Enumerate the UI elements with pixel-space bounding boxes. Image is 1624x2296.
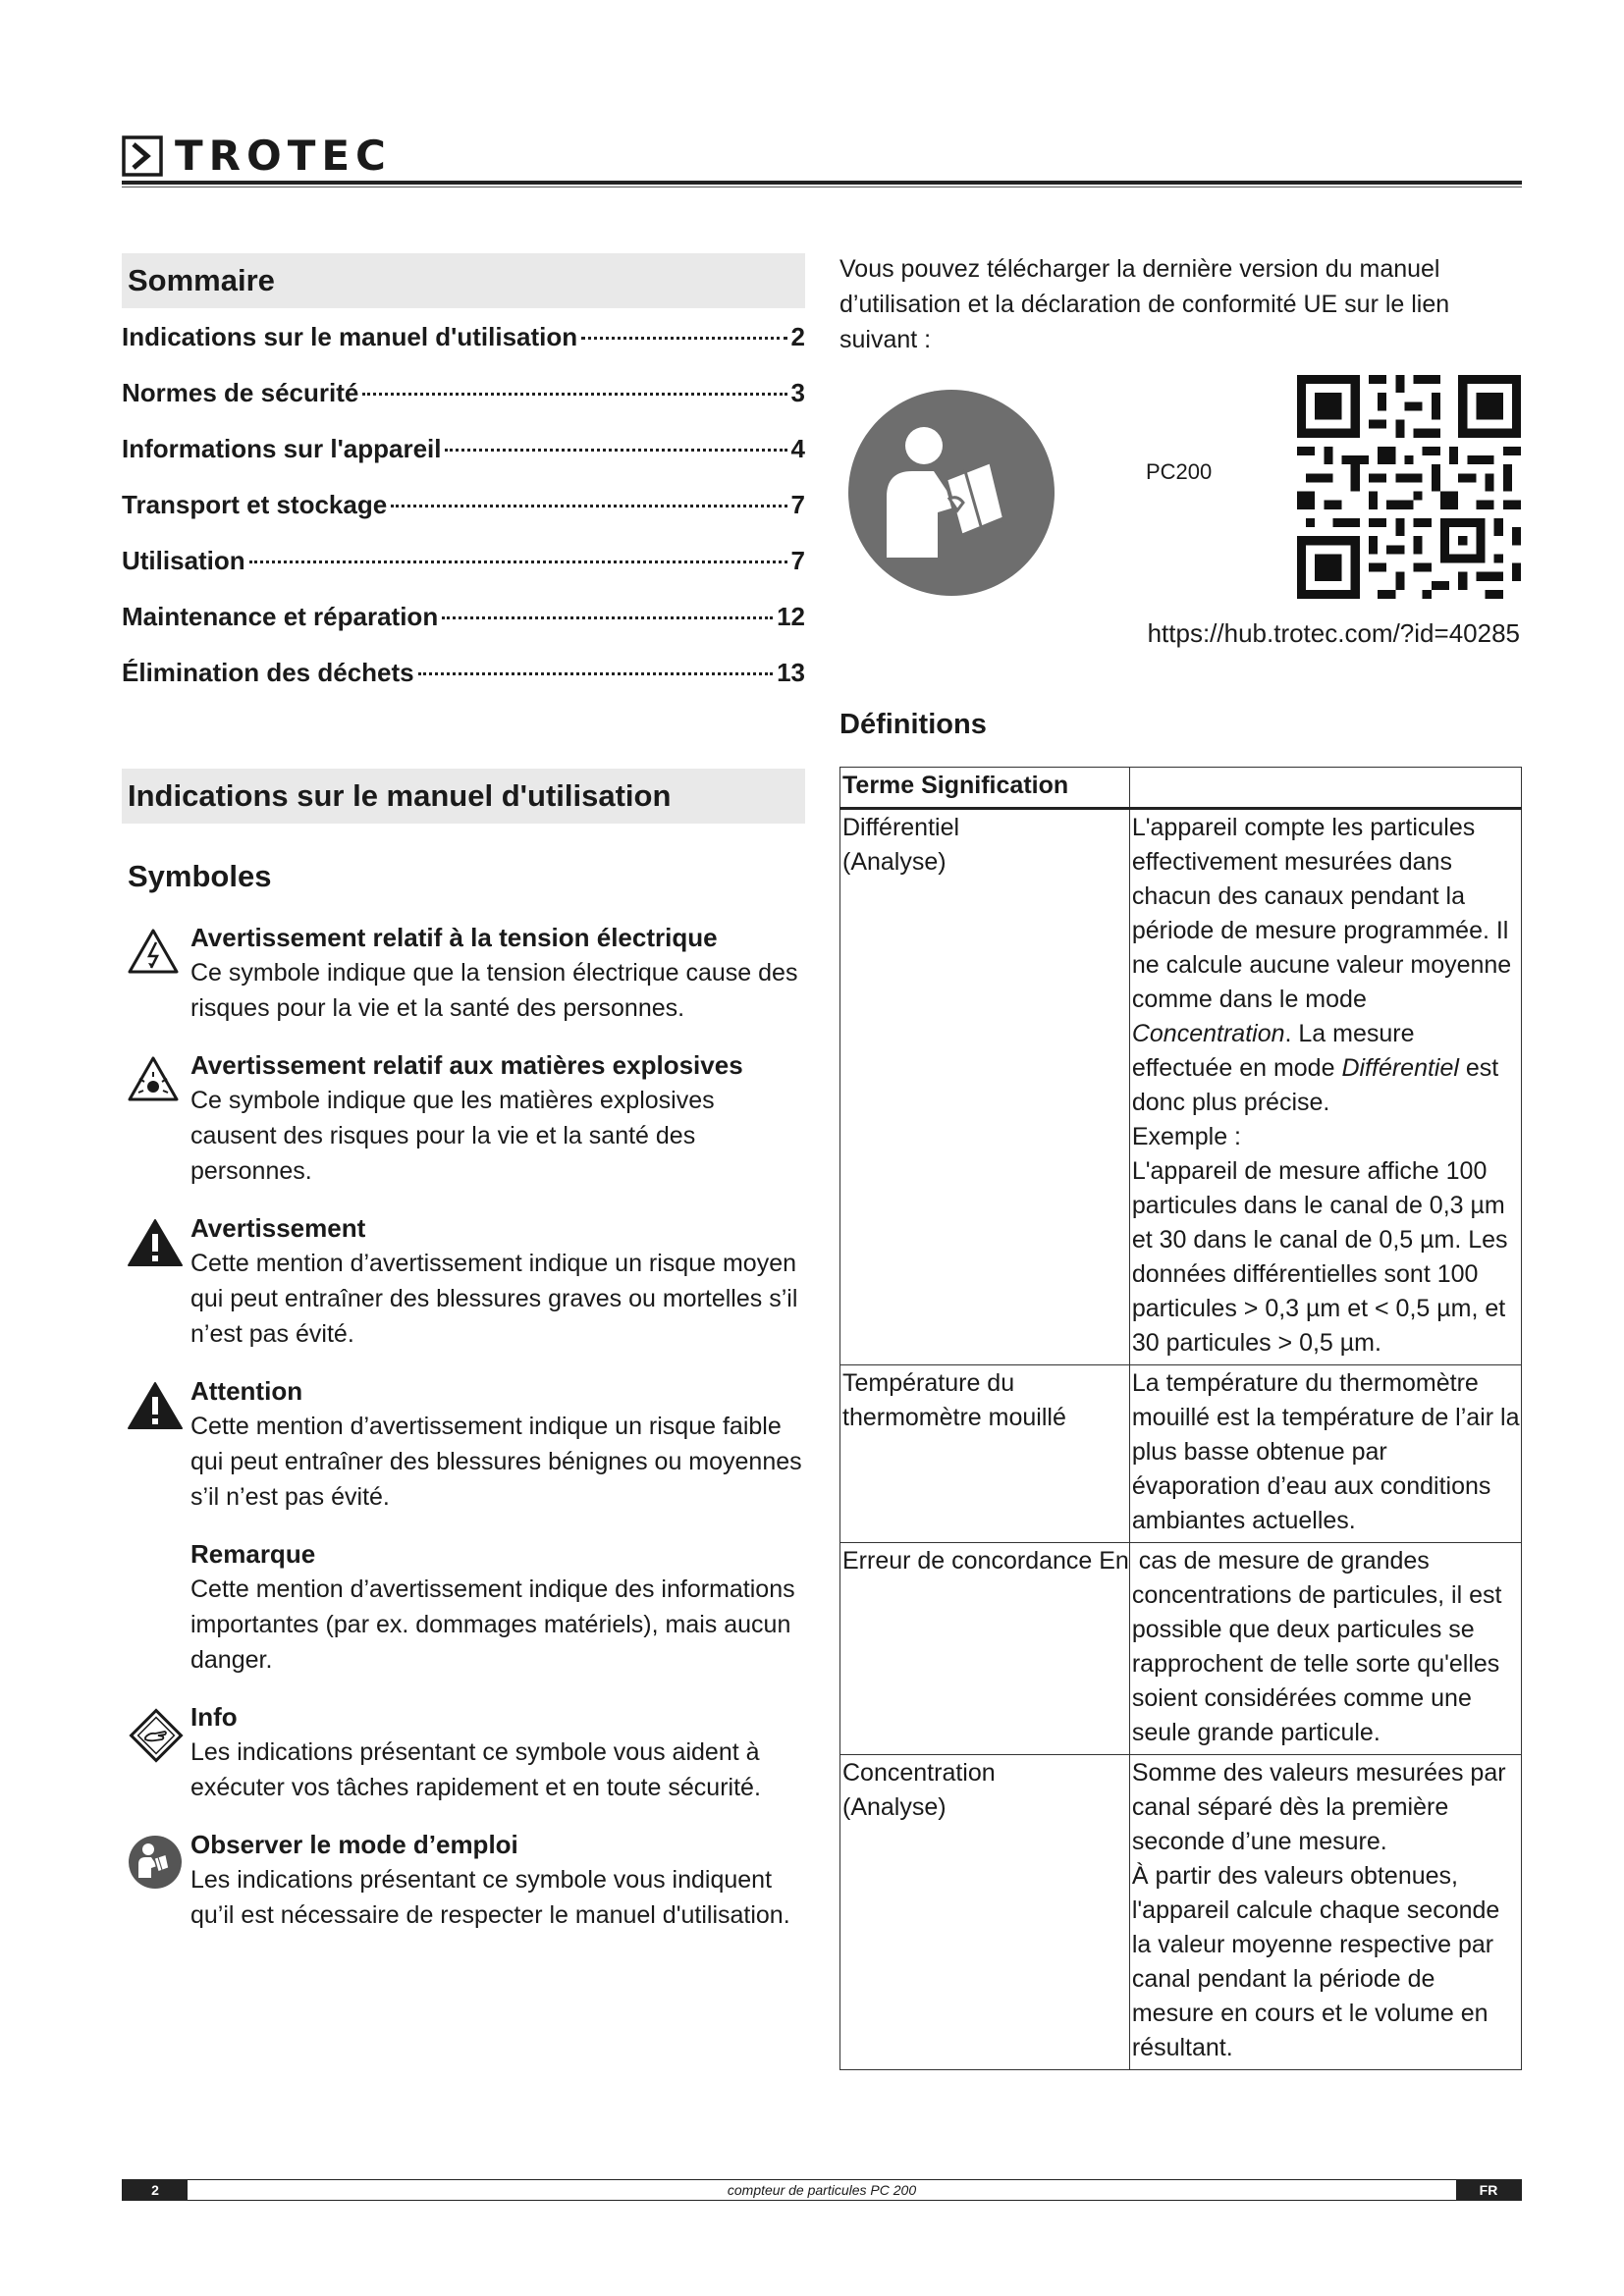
attention-icon (128, 1381, 183, 1430)
toc-entry-label: Transport et stockage (122, 490, 388, 519)
toc-entry-page: 2 (790, 322, 805, 351)
symbol-heading: Avertissement (190, 1213, 366, 1243)
qr-code-icon[interactable] (1297, 375, 1521, 599)
trotec-logo (122, 133, 392, 179)
toc-entry[interactable] (122, 546, 805, 602)
footer-product: compteur de particules PC 200 (727, 2182, 917, 2198)
page-number: 2 (123, 2180, 188, 2200)
toc-entry[interactable] (122, 378, 805, 434)
meaning-text: Somme des valeurs mesurées par canal séparé dès la première seconde d’une mesure. À partir des valeurs obtenues, l'appareil calcule chaque seconde la valeur moyenne respective par canal pendant la période de mesure en cours et le volume en résultant. (1131, 1759, 1506, 2061)
meaning-text: L'appareil compte les particules effectivement mesurées dans chacun des canaux pendant la période de mesure programmée. Il ne calcule aucune valeur moyenne comme dans le mode (1131, 814, 1512, 1013)
term-cell: Différentiel (Analyse) (840, 809, 1130, 1365)
table-row (840, 1365, 1522, 1543)
meaning-cell (1129, 1755, 1521, 2070)
explosive-warning-icon (128, 1055, 179, 1102)
table-row (840, 1543, 1522, 1755)
toc-entry-label: Informations sur l'appareil (122, 434, 442, 463)
symbol-heading: Avertissement relatif à la tension électrique (190, 923, 718, 952)
meaning-cell (1129, 1365, 1521, 1543)
table-header-cell-empty (1129, 768, 1521, 809)
toc-leader (418, 672, 773, 675)
toc-entry-label: Élimination des déchets (122, 658, 414, 687)
term-cell: Concentration (Analyse) (840, 1755, 1130, 2070)
download-intro: Vous pouvez télécharger la dernière version du manuel d’utilisation et la déclaration de conformité UE sur le lien suivant : (839, 255, 1450, 353)
download-area (839, 373, 1522, 667)
symbol-description: Cette mention d’avertissement indique un risque faible qui peut entraîner des blessures bénignes ou moyennes s’il n’est pas évité. (190, 1413, 802, 1511)
table-header-cell: Terme Signification (840, 768, 1130, 809)
meaning-text: La température du thermomètre mouillé est la température de l’air la plus basse obtenue par évaporation d’eau aux conditions ambiantes actuelles. (1131, 1369, 1520, 1534)
table-of-contents (122, 322, 805, 714)
toc-entry-label: Maintenance et réparation (122, 602, 439, 631)
download-url[interactable]: https://hub.trotec.com/?id=40285 (1147, 618, 1520, 648)
toc-entry[interactable] (122, 322, 805, 378)
toc-entry-page: 12 (777, 602, 805, 631)
info-hand-icon (128, 1707, 185, 1764)
footer-language: FR (1456, 2180, 1521, 2200)
symbol-description: Cette mention d’avertissement indique un risque moyen qui peut entraîner des blessures graves ou mortelles s’il n’est pas évité. (190, 1250, 798, 1348)
symbol-heading: Observer le mode d’emploi (190, 1830, 518, 1859)
toc-entry-label: Indications sur le manuel d'utilisation (122, 322, 578, 351)
meaning-text-italic: Concentration (1131, 1020, 1285, 1047)
symbol-entry (122, 1373, 805, 1515)
read-manual-icon-large (847, 389, 1056, 597)
toc-leader (391, 505, 786, 507)
right-column (839, 251, 1522, 2070)
toc-leader (581, 337, 786, 340)
meaning-text: . La mesure effectuée en mode (1131, 1020, 1415, 1082)
symbol-entry (122, 1827, 805, 1933)
toc-leader (445, 449, 786, 452)
symbol-entry (122, 1210, 805, 1352)
toc-leader (249, 561, 787, 563)
electric-warning-icon (128, 928, 179, 975)
symbol-description: Cette mention d’avertissement indique des informations importantes (par ex. dommages matériels), mais aucun danger. (190, 1575, 795, 1674)
table-row (840, 1755, 1522, 2070)
meaning-text-italic: Différentiel (1341, 1054, 1459, 1082)
symbol-description: Les indications présentant ce symbole vous indiquent qu’il est nécessaire de respecter le manuel d'utilisation. (190, 1866, 790, 1929)
symbol-heading: Info (190, 1702, 238, 1732)
toc-entry[interactable] (122, 658, 805, 714)
symbol-heading: Avertissement relatif aux matières explosives (190, 1050, 743, 1080)
table-header-row (840, 768, 1522, 809)
definitions-title: Définitions (839, 709, 987, 740)
meaning-cell (1129, 809, 1521, 1365)
trotec-logo-icon (122, 135, 163, 177)
model-label: PC200 (1146, 459, 1213, 484)
manual-section-title: Indications sur le manuel d'utilisation (128, 778, 672, 813)
toc-title: Sommaire (128, 263, 275, 297)
meaning-cell (1129, 1543, 1521, 1755)
symbols-heading: Symboles (128, 859, 272, 893)
toc-entry-page: 13 (777, 658, 805, 687)
definitions-table (839, 767, 1522, 2070)
toc-entry[interactable] (122, 602, 805, 658)
term-cell: Erreur de concordance En (840, 1543, 1130, 1755)
toc-entry-page: 7 (790, 490, 805, 519)
toc-entry[interactable] (122, 434, 805, 490)
symbol-heading: Remarque (190, 1539, 316, 1569)
symbol-entry (122, 1047, 805, 1189)
toc-entry-page: 4 (790, 434, 805, 463)
symbol-description: Les indications présentant ce symbole vous aident à exécuter vos tâches rapidement et en toute sécurité. (190, 1738, 761, 1801)
toc-entry-page: 7 (790, 546, 805, 575)
manual-heading-box (122, 769, 805, 824)
toc-entry-label: Normes de sécurité (122, 378, 359, 407)
page-footer (122, 2179, 1522, 2201)
symbol-entry (122, 1536, 805, 1678)
toc-entry[interactable] (122, 490, 805, 546)
symbol-description: Ce symbole indique que les matières explosives causent des risques pour la vie et la santé des personnes. (190, 1087, 715, 1185)
left-column (122, 253, 805, 1933)
warning-icon (128, 1218, 183, 1267)
term-cell: Température du thermomètre mouillé (840, 1365, 1130, 1543)
toc-entry-label: Utilisation (122, 546, 245, 575)
symbol-description: Ce symbole indique que la tension électrique cause des risques pour la vie et la santé des personnes. (190, 959, 798, 1022)
symbol-entry (122, 920, 805, 1026)
symbol-heading: Attention (190, 1376, 303, 1406)
toc-heading-box (122, 253, 805, 308)
toc-leader (442, 616, 773, 619)
toc-entry-page: 3 (790, 378, 805, 407)
toc-leader (362, 393, 786, 396)
header-rule (122, 181, 1522, 185)
brand-name: TROTEC (175, 132, 392, 180)
meaning-text: cas de mesure de grandes concentrations de particules, il est possible que deux particules se rapprochent de telle sorte qu'elles soient considérées comme une seule grande particule. (1131, 1547, 1509, 1746)
table-row (840, 809, 1522, 1365)
meaning-text: est donc plus précise. Exemple : L'appareil de mesure affiche 100 particules dans le canal de 0,3 µm et 30 dans le canal de 0,5 µm. Les données différentielles sont 100 particules > 0,3 µm et < 0,5 µm, et 30 particules > 0,5 µm. (1131, 1054, 1508, 1357)
symbol-entry (122, 1699, 805, 1805)
read-manual-icon (128, 1835, 183, 1890)
